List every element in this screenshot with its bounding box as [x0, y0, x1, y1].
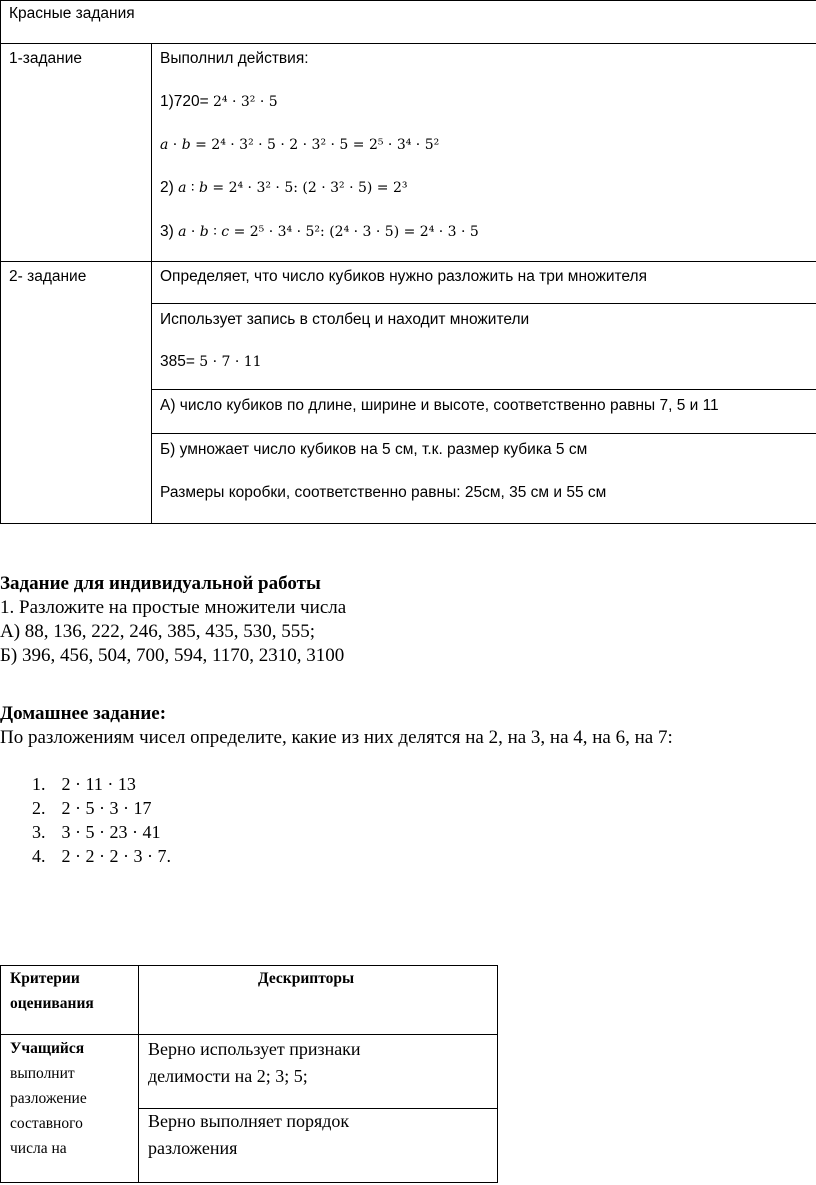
criteria-line: составного: [10, 1115, 83, 1132]
descriptor-line: Верно использует признаки: [148, 1039, 361, 1059]
table-border: [138, 965, 139, 1183]
table-border: [0, 1182, 497, 1183]
task1-product-formula: [160, 135, 439, 155]
table-border: [151, 303, 816, 304]
table-border: [0, 523, 816, 524]
task2-row2-line1: Использует запись в столбец и находит множители: [160, 311, 530, 328]
table-border: [0, 0, 1, 524]
descriptor-line: делимости на 2; 3; 5;: [148, 1066, 308, 1086]
task2-row2-formula: [160, 352, 262, 372]
criteria-line: выполнит: [10, 1065, 75, 1082]
list-number: 4.: [32, 846, 46, 866]
descriptor-1: [148, 1036, 361, 1090]
list-text: 2 · 2 · 2 · 3 · 7.: [61, 846, 171, 866]
task2-label: 2- задание: [9, 268, 87, 285]
step1-formula: 2⁴ · 3² · 5: [213, 94, 278, 110]
descriptor-line: разложения: [148, 1138, 238, 1158]
list-number: 3.: [32, 822, 46, 842]
table-border: [151, 43, 152, 524]
step2-prefix: 2): [160, 179, 179, 196]
step1-prefix: 1)720=: [160, 93, 214, 110]
table-header: Красные задания: [9, 5, 135, 22]
list-item: [32, 773, 136, 795]
task2-row3: А) число кубиков по длине, ширине и высоте, соответственно равны 7, 5 и 11: [160, 397, 719, 414]
product-formula: 𝑎 · 𝑏 = 2⁴ · 3² · 5 · 2 · 3² · 5 = 2⁵ · 3⁴ · 5²: [160, 137, 440, 153]
task2-row4-line1: Б) умножает число кубиков на 5 см, т.к. размер кубика 5 см: [160, 441, 588, 458]
step3-formula: 𝑎 · 𝑏 ∶ 𝑐 = 2⁵ · 3⁴ · 5²: (2⁴ · 3 · 5) = 2⁴ · 3 · 5: [178, 224, 479, 240]
homework-instruction: По разложениям чисел определите, какие из них делятся на 2, на 3, на 4, на 6, на 7:: [0, 727, 673, 748]
criteria-header-line2: оценивания: [10, 995, 94, 1012]
task1-intro: Выполнил действия:: [160, 50, 309, 67]
criteria-header: [10, 966, 94, 1016]
individual-title: Задание для индивидуальной работы: [0, 573, 321, 594]
list-number: 1.: [32, 774, 46, 794]
table-border: [0, 1034, 497, 1035]
step2-formula: 𝑎 ∶ 𝑏 = 2⁴ · 3² · 5: (2 · 3² · 5) = 2³: [178, 180, 408, 196]
list-text: 2 · 11 · 13: [61, 774, 136, 794]
homework-title: Домашнее задание:: [0, 703, 167, 724]
table-border: [151, 389, 816, 390]
task1-step3: [160, 222, 479, 242]
table-border: [0, 0, 816, 1]
descriptors-header: Дескрипторы: [258, 970, 355, 987]
list-text: 2 · 5 · 3 · 17: [61, 798, 152, 818]
task1-step1: [160, 92, 278, 112]
table-border: [151, 433, 816, 434]
list-item: [32, 821, 160, 843]
criteria-line: числа на: [10, 1140, 67, 1157]
task2-row4-line2: Размеры коробки, соответственно равны: 25см, 35 см и 55 см: [160, 484, 607, 501]
table-border: [0, 965, 1, 1183]
row2-math: 5 · 7 · 11: [199, 354, 262, 370]
descriptor-line: Верно выполняет порядок: [148, 1111, 350, 1131]
criteria-student: Учащийся: [10, 1040, 85, 1057]
individual-line2: А) 88, 136, 222, 246, 385, 435, 530, 555;: [0, 621, 316, 642]
list-text: 3 · 5 · 23 · 41: [61, 822, 161, 842]
individual-line1: 1. Разложите на простые множители числа: [0, 597, 347, 618]
table-border: [0, 261, 816, 262]
individual-line3: Б) 396, 456, 504, 700, 594, 1170, 2310, 3100: [0, 645, 345, 666]
list-item: [32, 797, 151, 819]
descriptor-2: [148, 1108, 349, 1162]
list-number: 2.: [32, 798, 46, 818]
row2-prefix: 385=: [160, 353, 200, 370]
step3-prefix: 3): [160, 223, 179, 240]
list-item: [32, 845, 171, 867]
task1-label: 1-задание: [9, 50, 83, 67]
task2-row1: Определяет, что число кубиков нужно разложить на три множителя: [160, 268, 647, 285]
criteria-cell: [10, 1036, 87, 1161]
criteria-line: разложение: [10, 1090, 87, 1107]
table-border: [497, 965, 498, 1183]
criteria-header-line1: Критерии: [10, 970, 80, 987]
table-border: [0, 43, 816, 44]
task1-step2: [160, 178, 408, 198]
